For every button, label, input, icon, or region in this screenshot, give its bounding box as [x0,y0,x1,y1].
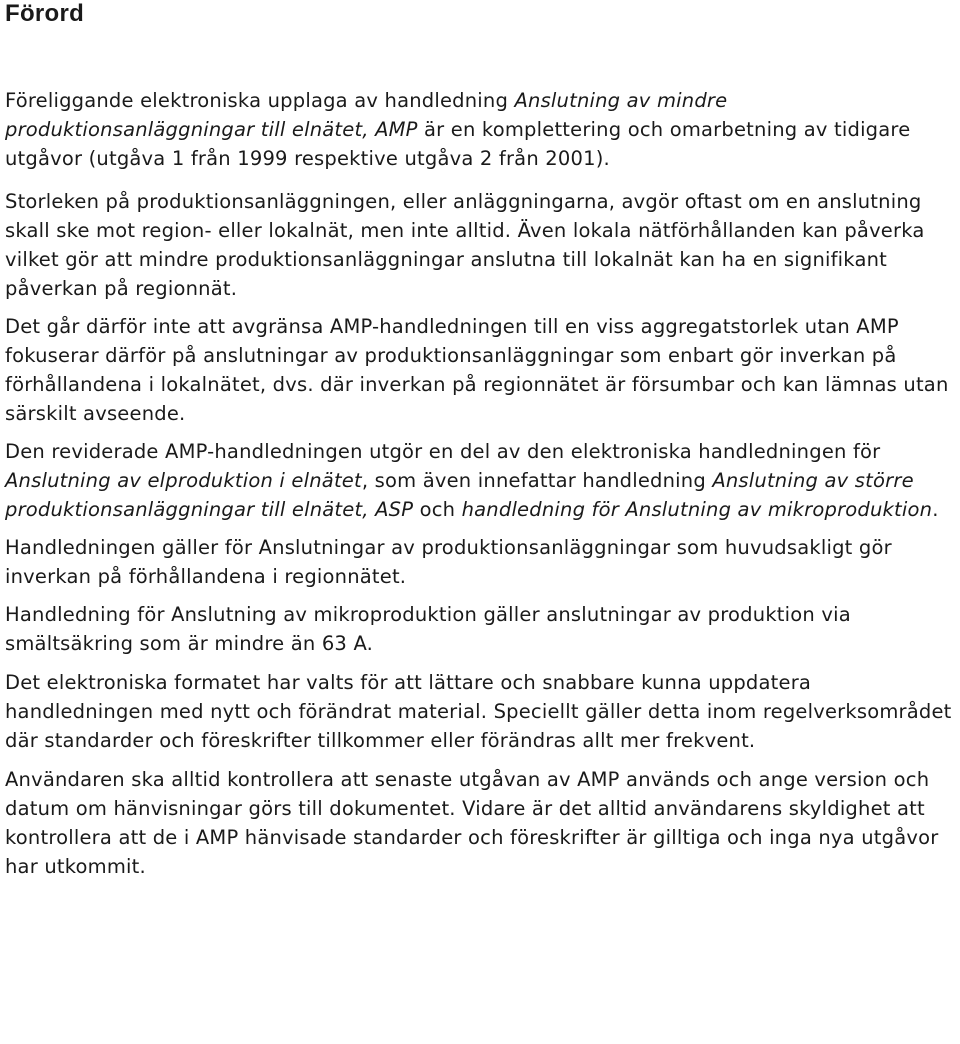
text-run: . [932,498,939,521]
text-run: Den reviderade AMP-handledningen utgör en del av den elektroniska handledningen för [5,440,881,463]
page-title: Förord [5,0,85,27]
paragraph-intro [5,86,955,173]
paragraph-revised [5,437,955,524]
text-run: Storleken på produktionsanläggningen, eller anläggningarna, avgör oftast om en anslutning skall ske mot region- eller lokalnät, men inte alltid. Även lokala nätförhållanden kan påverka vilket gör att mindre produktionsanläggningar anslutna till lokalnät kan ha en signifikant påverkan på regionnät. [5,190,925,300]
text-run-italic: Anslutning av mindre produktionsanläggningar till elnätet, AMP [5,89,728,141]
paragraph-scope [5,312,955,428]
paragraph-size [5,187,955,303]
text-run: , som även innefattar handledning [361,469,713,492]
document-page [5,0,955,881]
paragraph-format [5,668,955,755]
text-run-italic: Anslutning av elproduktion i elnätet [5,469,362,492]
text-run: Handledning för Anslutning av mikroproduktion gäller anslutningar av produktion via smältsäkring som är mindre än 63 A. [5,603,851,655]
text-run: Det går därför inte att avgränsa AMP-handledningen till en viss aggregatstorlek utan AMP fokuserar därför på anslutningar av produktionsanläggningar som enbart gör inverkan på förhållandena i lokalnätet, dvs. där inverkan på regionnätet är försumbar och kan lämnas utan särskilt avseende. [5,315,949,425]
text-run: Föreliggande elektroniska upplaga av handledning [5,89,515,112]
text-run: Användaren ska alltid kontrollera att senaste utgåvan av AMP används och ange version och datum om hänvisningar görs till dokumentet. Vidare är det alltid användarens skyldighet att kontrollera att de i AMP hänvisade standarder och föreskrifter är gilltiga och inga nya utgåvor har utkommit. [5,768,939,878]
paragraph-regional [5,533,955,591]
paragraph-user [5,765,955,881]
text-run: är en komplettering och omarbetning av tidigare utgåvor (utgåva 1 från 1999 respektive utgåva 2 från 2001). [5,118,911,170]
text-run: och [413,498,462,521]
text-run-italic: handledning för Anslutning av mikroproduktion [461,498,933,521]
text-run-italic: Anslutning av större produktionsanläggningar till elnätet, ASP [5,469,914,521]
text-run: Det elektroniska formatet har valts för att lättare och snabbare kunna uppdatera handledningen med nytt och förändrat material. Speciellt gäller detta inom regelverksområdet där standarder och föreskrifter tillkommer eller förändras allt mer frekvent. [5,671,952,752]
text-run: Handledningen gäller för Anslutningar av produktionsanläggningar som huvudsakligt gör inverkan på förhållandena i regionnätet. [5,536,892,588]
paragraph-micro [5,600,955,658]
